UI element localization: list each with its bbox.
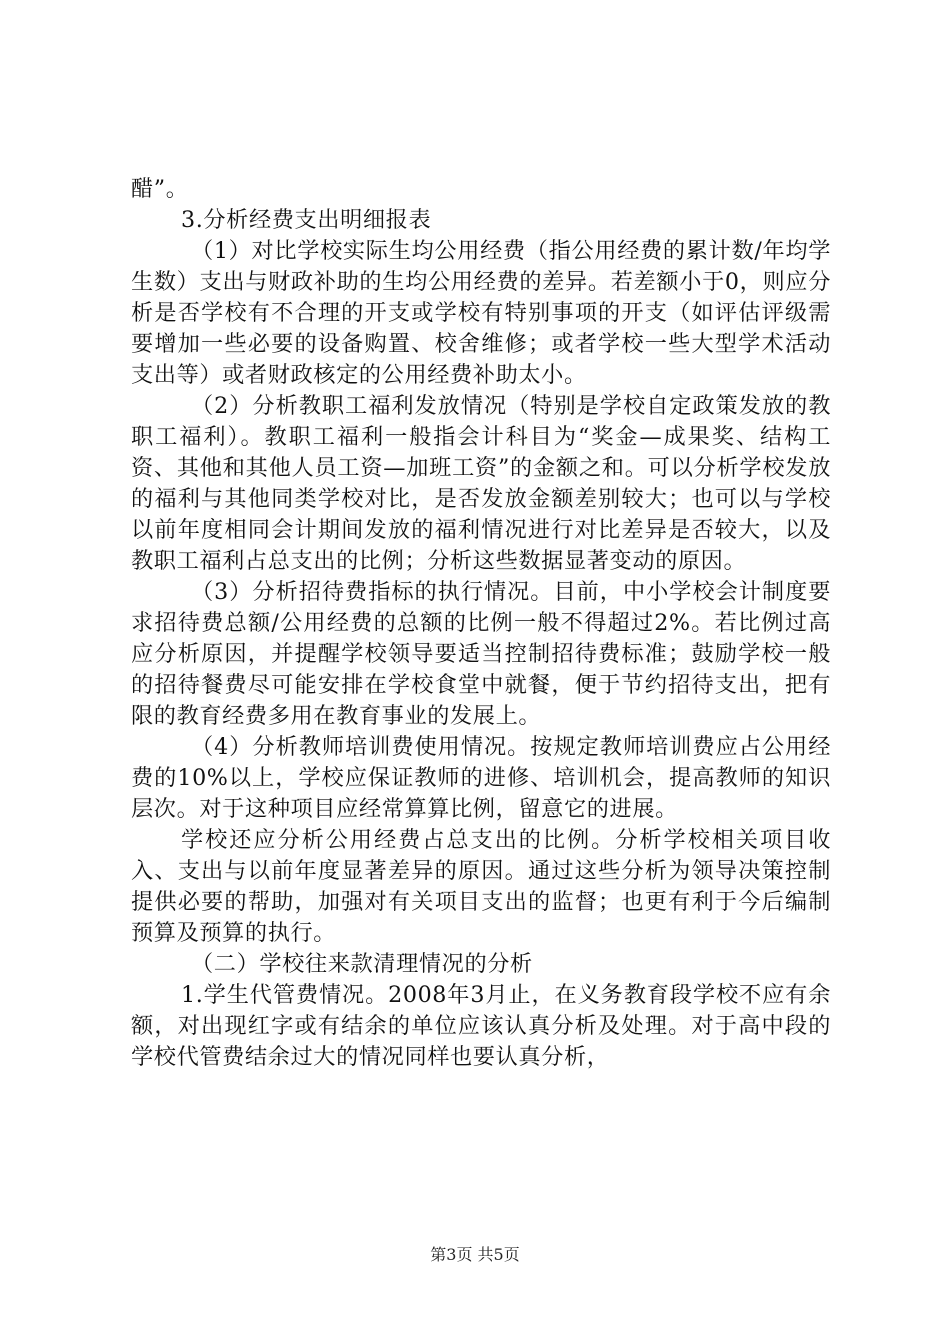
paragraph-student-fees: 1.学生代管费情况。2008年3月止，在义务教育段学校不应有余额，对出现红字或有结余的单位应该认真分析及处理。对于高中段的学校代管费结余过大的情况同样也要认真分析， <box>131 982 831 1070</box>
paragraph-item-3: （3）分析招待费指标的执行情况。目前，中小学校会计制度要求招待费总额/公用经费的总额的比例一般不得超过2%。若比例过高应分析原因，并提醒学校领导要适当控制招待费标准；鼓励学校一般的招待餐费尽可能安排在学校食堂中就餐，便于节约招待支出，把有限的教育经费多用在教育事业的发展上。 <box>131 579 831 729</box>
section-heading-receivables: （二）学校往来款清理情况的分析 <box>191 951 533 977</box>
paragraph-public-funds: 学校还应分析公用经费占总支出的比例。分析学校相关项目收入、支出与以前年度显著差异的原因。通过这些分析为领导决策控制提供必要的帮助，加强对有关项目支出的监督；也更有利于今后编制预算及预算的执行。 <box>131 827 831 946</box>
document-body <box>131 174 831 1073</box>
paragraph-item-4: （4）分析教师培训费使用情况。按规定教师培训费应占公用经费的10%以上，学校应保证教师的进修、培训机会，提高教师的知识层次。对于这种项目应经常算算比例，留意它的进展。 <box>131 734 831 822</box>
paragraph-continuation: 醋”。 <box>131 176 189 202</box>
page-number-footer: 第3页 共5页 <box>430 1245 520 1264</box>
paragraph-item-2: （2）分析教职工福利发放情况（特别是学校自定政策发放的教职工福利）。教职工福利一般指会计科目为“奖金—成果奖、结构工资、其他和其他人员工资—加班工资”的金额之和。可以分析学校发放的福利与其他同类学校对比，是否发放金额差别较大；也可以与学校以前年度相同会计期间发放的福利情况进行对比差异是否较大，以及教职工福利占总支出的比例；分析这些数据显著变动的原因。 <box>131 393 831 574</box>
paragraph-item-1: （1）对比学校实际生均公用经费（指公用经费的累计数/年均学生数）支出与财政补助的生均公用经费的差异。若差额小于0，则应分析是否学校有不合理的开支或学校有特别事项的开支（如评估评级需要增加一些必要的设备购置、校舍维修；或者学校一些大型学术活动支出等）或者财政核定的公用经费补助太小。 <box>131 238 831 388</box>
section-heading-expense-report: 3.分析经费支出明细报表 <box>181 207 432 233</box>
